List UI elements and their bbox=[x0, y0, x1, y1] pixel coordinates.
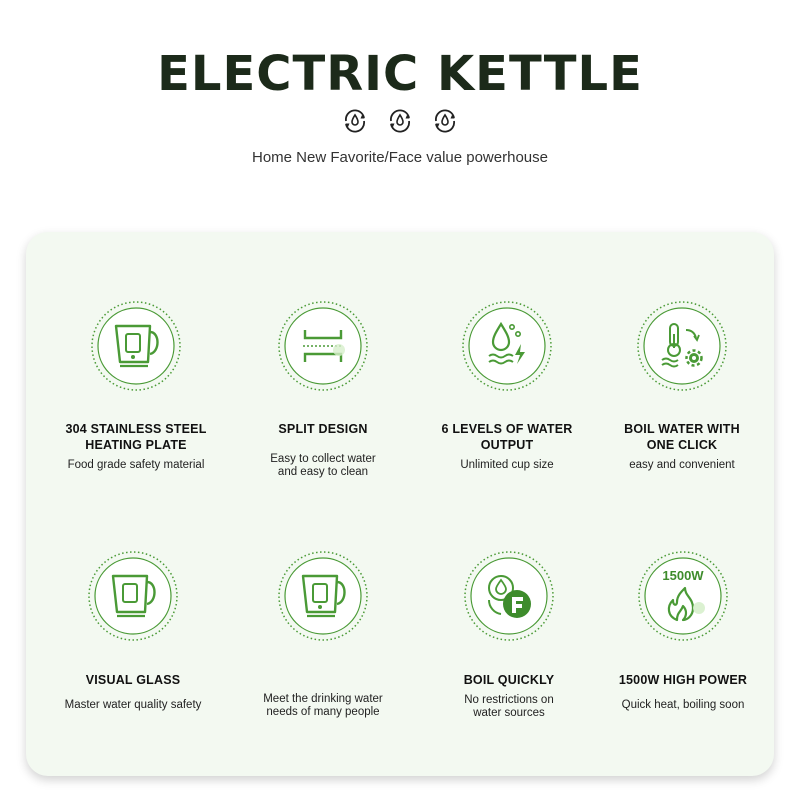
page-title: ELECTRIC KETTLE bbox=[157, 46, 643, 102]
feature-description: Easy to collect water and easy to clean bbox=[270, 453, 376, 478]
filter-drop-icon bbox=[463, 550, 555, 642]
feature-title: 6 LEVELS OF WATER OUTPUT bbox=[441, 422, 573, 452]
feature-title: BOIL QUICKLY bbox=[463, 673, 555, 687]
feature-description: Food grade safety material bbox=[67, 459, 205, 471]
feature-icon bbox=[87, 550, 179, 642]
water-drop-bolt-icon bbox=[461, 300, 553, 392]
feature-description: easy and convenient bbox=[629, 459, 735, 471]
feature-icon bbox=[637, 550, 729, 642]
kettle-icon bbox=[87, 550, 179, 642]
title-icon-row bbox=[340, 106, 460, 136]
power-rating-text: 1500W bbox=[662, 568, 704, 583]
kettle-plate-icon bbox=[90, 300, 182, 392]
feature-icon bbox=[277, 300, 369, 392]
feature-icon bbox=[277, 550, 369, 642]
feature-title: 304 STAINLESS STEEL HEATING PLATE bbox=[65, 422, 207, 452]
feature-title: 1500W HIGH POWER bbox=[618, 673, 748, 687]
feature-icon bbox=[461, 300, 553, 392]
header bbox=[0, 0, 800, 200]
feature-description: No restrictions on water sources bbox=[464, 694, 554, 719]
feature-description: Master water quality safety bbox=[64, 699, 202, 711]
page-subtitle: Home New Favorite/Face value powerhouse bbox=[252, 149, 548, 166]
feature-icon bbox=[90, 300, 182, 392]
feature-title: SPLIT DESIGN bbox=[278, 422, 368, 436]
features-panel bbox=[26, 232, 774, 776]
water-drop-cycle-icon bbox=[385, 106, 415, 136]
thermometer-gear-icon bbox=[636, 300, 728, 392]
feature-description: Quick heat, boiling soon bbox=[621, 699, 745, 711]
feature-title: BOIL WATER WITH ONE CLICK bbox=[624, 422, 740, 452]
water-drop-cycle-icon bbox=[430, 106, 460, 136]
feature-title: VISUAL GLASS bbox=[85, 673, 181, 687]
split-base-icon bbox=[277, 300, 369, 392]
kettle-icon bbox=[277, 550, 369, 642]
feature-description: Meet the drinking water needs of many people bbox=[263, 693, 383, 718]
feature-icon bbox=[463, 550, 555, 642]
water-drop-cycle-icon bbox=[340, 106, 370, 136]
feature-icon bbox=[636, 300, 728, 392]
flame-power-icon bbox=[637, 550, 729, 642]
feature-description: Unlimited cup size bbox=[460, 459, 554, 471]
